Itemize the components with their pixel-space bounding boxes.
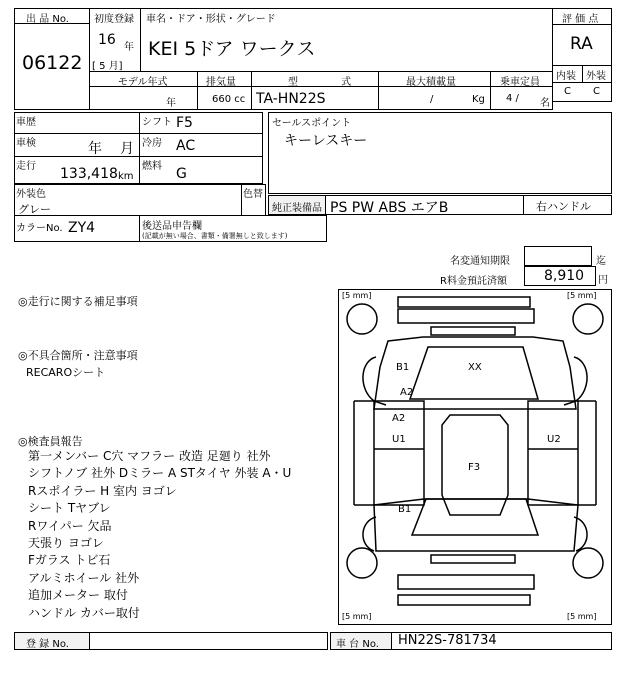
inspection-month: 月 <box>120 141 134 157</box>
capacity-unit: 名 <box>540 98 550 109</box>
right-front-fender <box>564 357 587 405</box>
front-plate <box>431 327 515 335</box>
mileage-label: 走行 <box>16 161 36 172</box>
car-outline-diagram <box>338 289 612 625</box>
color-change-label: 色替 <box>243 189 263 200</box>
interior-grade: C <box>564 86 571 97</box>
lot-label: 出 品 No. <box>26 14 69 25</box>
damage-mark: U2 <box>547 434 561 445</box>
chassis-number: HN22S-781734 <box>398 633 497 648</box>
first-reg-label: 初度登録 <box>94 14 134 25</box>
driving-notes-label: ◎走行に関する補足事項 <box>18 295 138 308</box>
steering-value: 右ハンドル <box>536 200 591 213</box>
tire-depth-tl: [5 mm] <box>342 291 372 300</box>
front-bumper <box>398 297 530 307</box>
sales-point-label: セールスポイント <box>272 118 352 129</box>
model-year-label: モデル年式 <box>118 77 168 88</box>
damage-mark: A2 <box>392 413 406 424</box>
inspector-line: シフトノブ 社外 Dミラー A STタイヤ 外装 A・U <box>28 466 292 481</box>
history-label: 車歴 <box>16 117 36 128</box>
doc-note: (記載が無い場合、書類・備署無しと致します) <box>142 232 288 240</box>
damage-mark: B1 <box>398 504 412 515</box>
capacity-value: 4 / <box>506 93 519 104</box>
damage-mark: F3 <box>468 462 481 473</box>
name-change-label: 名変通知期限 <box>450 256 510 267</box>
equipment-value: PS PW ABS エアB <box>330 200 449 216</box>
lot-number: 06122 <box>22 52 83 74</box>
fuel-label: 燃料 <box>142 161 162 172</box>
inspector-line: アルミホイール 社外 <box>28 570 140 585</box>
name-change-box <box>524 246 592 266</box>
first-reg-year-unit: 年 <box>124 42 134 53</box>
tire-depth-bl: [5 mm] <box>342 612 372 621</box>
inspector-line: ハンドル カバー取付 <box>28 605 140 620</box>
doc-label: 後送品申告欄 <box>142 221 202 232</box>
equipment-label: 純正装備品 <box>272 203 322 214</box>
wheel-rear-right <box>573 548 603 578</box>
mileage-unit: km <box>118 171 134 182</box>
first-reg-year: 16 <box>98 32 116 48</box>
shift-value: F5 <box>176 115 193 131</box>
car-name: KEI 5ドア ワークス <box>148 38 316 60</box>
inspector-label: ◎検査員報告 <box>18 435 83 448</box>
name-change-unit: 迄 <box>596 256 606 267</box>
inspector-line: Fガラス トビ石 <box>28 553 111 568</box>
inspector-line: 天張り ヨゴレ <box>28 535 104 550</box>
grade-label: 評 価 点 <box>562 14 599 25</box>
reg-no-label: 登 録 No. <box>26 639 69 650</box>
model-year-unit: 年 <box>166 98 176 109</box>
shift-label: シフト <box>142 117 172 128</box>
wheel-rear-left <box>347 548 377 578</box>
windshield <box>410 347 538 399</box>
mileage-value: 133,418 <box>60 166 118 182</box>
hood-outline <box>374 337 576 409</box>
recycle-unit: 円 <box>598 275 608 286</box>
tire-depth-br: [5 mm] <box>567 612 597 621</box>
interior-label: 内装 <box>556 71 576 82</box>
ext-color-value: グレー <box>18 203 51 216</box>
left-front-fender <box>363 357 386 405</box>
damage-mark: XX <box>468 362 482 373</box>
ac-label: 冷房 <box>142 138 162 149</box>
rear-bumper-lower <box>398 595 530 605</box>
inspection-year: 年 <box>88 141 102 157</box>
model-code: TA-HN22S <box>256 91 326 107</box>
color-no-label: カラーNo. <box>16 223 63 234</box>
damage-mark: U1 <box>392 434 406 445</box>
exterior-label: 外装 <box>586 71 606 82</box>
inspector-line: Rワイパー 欠品 <box>28 518 112 533</box>
max-load-label: 最大積載量 <box>406 77 456 88</box>
right-side-panel <box>528 401 578 505</box>
exterior-grade: C <box>593 86 600 97</box>
damage-mark: B1 <box>396 362 410 373</box>
color-no-value: ZY4 <box>68 220 96 236</box>
rear-window <box>412 499 538 535</box>
overall-grade: RA <box>570 34 593 54</box>
model-label: 型 式 <box>288 77 352 88</box>
defect-item: RECAROシート <box>26 366 106 379</box>
displacement-value: 660 cc <box>212 94 246 105</box>
inspection-label: 車検 <box>16 138 36 149</box>
inspector-line: Rスポイラー H 室内 ヨゴレ <box>28 483 177 498</box>
inspector-line: 追加メーター 取付 <box>28 588 128 603</box>
inspector-line: 第一メンバー C穴 マフラー 改造 足廻り 社外 <box>28 449 271 463</box>
rear-plate <box>431 555 515 563</box>
displacement-label: 排気量 <box>206 77 236 88</box>
recycle-label: R料金預託済額 <box>440 276 507 287</box>
wheel-front-left <box>347 304 377 334</box>
damage-mark: A2 <box>400 387 414 398</box>
defects-label: ◎不具合箇所・注意事項 <box>18 349 138 362</box>
inspector-lines <box>28 447 318 621</box>
inspector-line: シート Tヤブレ <box>28 501 111 516</box>
max-load-unit: Kg <box>472 94 485 105</box>
ac-value: AC <box>176 138 196 154</box>
wheel-front-right <box>573 304 603 334</box>
rear-bumper <box>398 575 534 589</box>
front-grille <box>398 309 534 323</box>
fuel-value: G <box>176 166 187 182</box>
capacity-label: 乗車定員 <box>500 77 540 88</box>
ext-color-label: 外装色 <box>16 189 46 200</box>
first-reg-month: [ 5 月] <box>92 61 123 72</box>
recycle-amount: 8,910 <box>544 268 585 284</box>
sales-point-value: キーレスキー <box>284 133 368 149</box>
car-name-label: 車名・ドア・形状・グレード <box>146 14 276 25</box>
chassis-label: 車 台 No. <box>336 639 379 650</box>
max-load-value: / <box>430 94 434 105</box>
tire-depth-tr: [5 mm] <box>567 291 597 300</box>
